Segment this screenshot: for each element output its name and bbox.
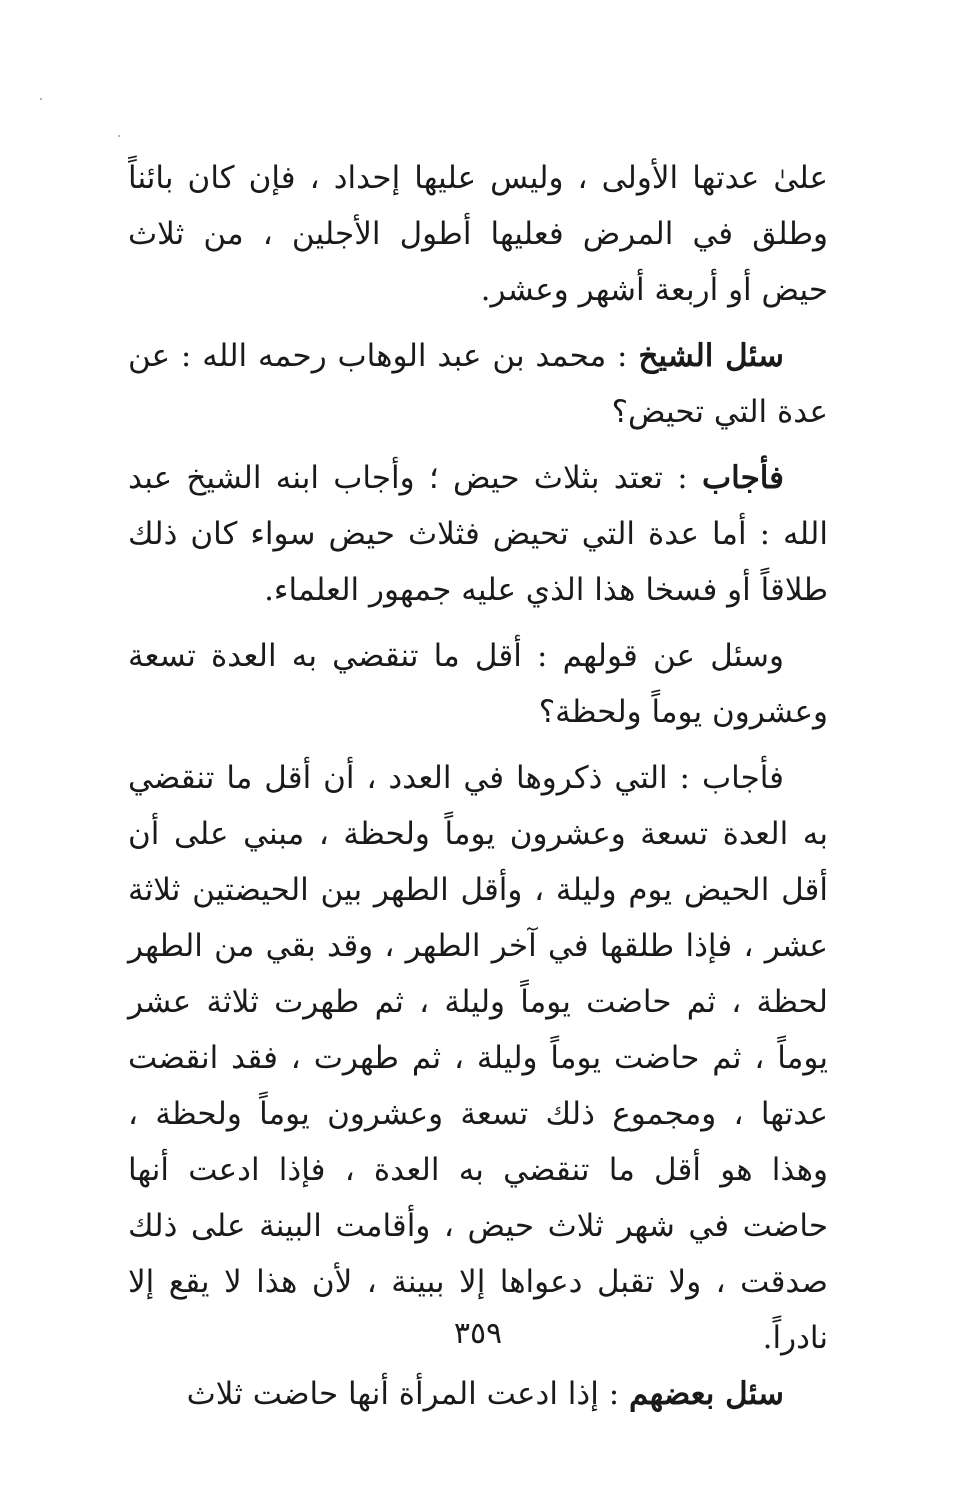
paragraph xyxy=(128,150,828,318)
scan-speck xyxy=(40,98,42,100)
paragraph-text: : تعتد بثلاث حيض ؛ وأجاب ابنه الشيخ عبد الله : أما عدة التي تحيض فثلاث حيض سواء كان ذلك طلاقاً أو فسخا هذا الذي عليه جمهور العلماء. xyxy=(128,460,828,608)
paragraph-text: علىٰ عدتها الأولى ، وليس عليها إحداد ، فإن كان بائناً وطلق في المرض فعليها أطول الأجلين ، من ثلاث حيض أو أربعة أشهر وعشر. xyxy=(128,160,828,308)
page-text xyxy=(128,150,828,1422)
page-number: ٣٥٩ xyxy=(453,1316,503,1351)
paragraph-speaker: سئل بعضهم xyxy=(629,1376,784,1412)
paragraph-text: وسئل عن قولهم : أقل ما تنقضي به العدة تسعة وعشرون يوماً ولحظة؟ xyxy=(128,638,828,730)
paragraph xyxy=(128,450,828,618)
scan-speck xyxy=(118,135,120,137)
paragraph xyxy=(128,628,828,740)
paragraph-text: فأجاب : التي ذكروها في العدد ، أن أقل ما تنقضي به العدة تسعة وعشرون يوماً ولحظة ، مبني على أن أقل الحيض يوم وليلة ، وأقل الطهر بين الحيضتين ثلاثة عشر ، فإذا طلقها في آخر الطهر ، وقد بقي من الطهر لحظة ، ثم حاضت يوماً وليلة ، ثم طهرت ثلاثة عشر يوماً ، ثم حاضت يوماً وليلة ، ثم طهرت ، فقد انقضت عدتها ، ومجموع ذلك تسعة وعشرون يوماً ولحظة ، وهذا هو أقل ما تنقضي به العدة ، فإذا ادعت أنها حاضت في شهر ثلاث حيض ، وأقامت البينة على ذلك صدقت ، ولا تقبل دعواها إلا ببينة ، لأن هذا لا يقع إلا نادراً. xyxy=(128,760,829,1356)
paragraph-text: : إذا ادعت المرأة أنها حاضت ثلاث xyxy=(186,1376,629,1412)
paragraph-text: : محمد بن عبد الوهاب رحمه الله : عن عدة التي تحيض؟ xyxy=(128,338,828,430)
paragraph xyxy=(128,750,828,1366)
paragraph xyxy=(128,1366,828,1422)
paragraph-speaker: فأجاب xyxy=(701,460,784,496)
paragraph xyxy=(128,328,828,440)
paragraph-speaker: سئل الشيخ xyxy=(638,338,784,374)
